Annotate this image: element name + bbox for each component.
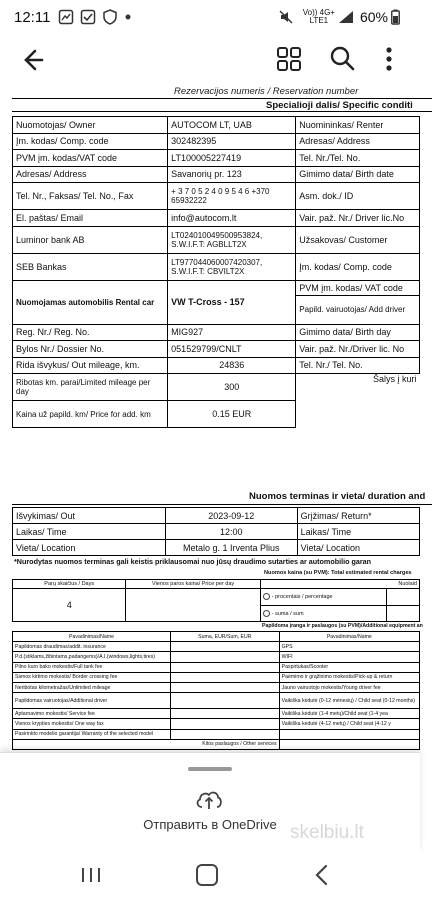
equip-item: Papildomas draudimas/addit. insurance [13, 642, 171, 652]
mute-icon [278, 9, 294, 25]
address-label-right: Adresas/ Address [296, 133, 420, 150]
price-section-title: Nuomos kaina (su PVM): Total estimated rental charges [264, 570, 412, 576]
percentage-option[interactable]: - procentais / percentage [260, 589, 386, 606]
comp-code-label: Įm. kodas/ Comp. code [13, 133, 168, 150]
check-box-notification-icon [80, 9, 96, 25]
out-label: Išvykimas/ Out [13, 508, 166, 524]
dot-notification-icon [124, 13, 132, 21]
reg-value: MIG927 [168, 324, 296, 341]
driver-lic-label: Vair. paž. Nr./ Driver lic.No [296, 210, 420, 227]
equip-item: Pasirinkto modelio garantija/ Warranty of the selected model [13, 729, 171, 739]
location-value: Metalo g. 1 Irventa Plius [165, 540, 297, 556]
table-row [13, 672, 420, 682]
more-vert-icon[interactable] [384, 44, 394, 74]
dossier-value: 051529799/CNLT [168, 341, 296, 358]
seb-value: LT977044060007420307, S.W.I.F.T: CBVILT2X [168, 253, 296, 280]
limited-mileage-value: 300 [168, 374, 296, 401]
luminor-value: LT024010049500953824, S.W.I.F.T: AGBLLT2X [168, 226, 296, 253]
country-label: Šalys į kuri [372, 374, 417, 384]
add-driver-label: Papild. vairuotojas/ Add driver [296, 295, 420, 324]
status-right [278, 9, 406, 25]
equip-item-right: Jauno vairuotojo mokestis/Young driver fee [279, 682, 419, 692]
sum-option[interactable]: - suma / sum [260, 605, 386, 622]
comp-code-value: 302482395 [168, 133, 296, 150]
discount-label: Nuolaid [386, 580, 419, 589]
seb-label: SEB Bankas [13, 253, 168, 280]
sheet-handle[interactable] [188, 767, 232, 771]
radio-icon [263, 593, 270, 600]
email-label: El. paštas/ Email [13, 210, 168, 227]
table-row [13, 719, 420, 729]
navigation-bar [0, 852, 420, 900]
table-row [13, 210, 420, 227]
vat-code-label-right: PVM įm. kodas/ VAT code [296, 280, 420, 295]
email-value: info@autocom.lt [168, 210, 296, 227]
vat-label: PVM įm. kodas/VAT code [13, 150, 168, 167]
gallery-notification-icon [58, 9, 74, 25]
out-mileage-label: Rida išvykus/ Out mileage, km. [13, 357, 168, 374]
table-row [13, 693, 420, 709]
search-icon[interactable] [328, 44, 356, 72]
table-row [13, 166, 420, 183]
address-value: Savanorių pr. 123 [168, 166, 296, 183]
table-row [13, 662, 420, 672]
price-add-km-label: Kaina už papild. km/ Price for add. km [13, 401, 168, 428]
table-row [13, 729, 420, 739]
vat-value: LT100005227419 [168, 150, 296, 167]
owner-label: Nuomotojas/ Owner [13, 117, 168, 134]
out-mileage-value: 24836 [168, 357, 296, 374]
birth-date-label: Gimimo data/ Birth date [296, 166, 420, 183]
table-row [13, 632, 420, 642]
recent-apps-icon[interactable] [80, 866, 102, 884]
radio-icon [263, 610, 270, 617]
price-per-day-label: Vienos paros kaina/ Price per day [126, 580, 260, 589]
col-name-header-2: Pavadinimas/Name [279, 632, 419, 642]
time-value: 12:00 [165, 524, 297, 540]
equip-item: Aptarnavimo mokestis/ Service fee [13, 709, 171, 719]
contract-table [12, 116, 420, 428]
rental-car-label: Nuomojamas automobilis Rental car [13, 280, 168, 324]
equip-sum [171, 662, 280, 672]
table-row [13, 280, 420, 295]
app-bar [0, 34, 420, 86]
table-row [13, 540, 420, 556]
equip-item-right: Vaikiška kėdutė (0-12 mėnesių) / Child seat (0-12 months) [279, 693, 419, 709]
watermark-text: skelbiu.lt [290, 822, 364, 843]
tel-fax-label: Tel. Nr., Faksas/ Tel. No., Fax [13, 183, 168, 210]
time-label-right: Laikas/ Time [297, 524, 419, 540]
owner-value: AUTOCOM LT, UAB [168, 117, 296, 134]
equip-sum [171, 709, 280, 719]
limited-mileage-label: Ribotas km. parai/Limited mileage per day [13, 374, 168, 401]
status-bar [0, 0, 420, 34]
renter-label: Nuomininkas/ Renter [296, 117, 420, 134]
driver-lic-label-2: Vair. paž. Nr./Driver lic. No [296, 341, 420, 358]
shield-notification-icon [102, 9, 118, 25]
table-row [13, 709, 420, 719]
onedrive-upload-icon[interactable] [194, 787, 224, 811]
equip-item: P.d.(stiklams,žibintams,padangems)/A.I.(windows,lights,tires) [13, 652, 171, 662]
table-row [13, 341, 420, 358]
days-label: Parų skaičius / Days [13, 580, 126, 589]
col-name-header: Pavadinimas/Name [13, 632, 171, 642]
days-value: 4 [13, 589, 126, 622]
equip-item: Neribotas kilometražas/Unlimited mileage [13, 682, 171, 692]
reg-label: Reg. Nr./ Reg. No. [13, 324, 168, 341]
return-label: Grįžimas/ Return* [297, 508, 419, 524]
tel-label-right-2: Tel. Nr./ Tel. No. [296, 357, 420, 374]
price-add-km-value: 0.15 EUR [168, 401, 296, 428]
table-row [13, 253, 420, 280]
back-arrow-icon[interactable] [18, 46, 46, 74]
equip-sum [171, 672, 280, 682]
table-row [13, 580, 420, 589]
equip-sum [171, 642, 280, 652]
equip-item: Papildomas vairuotojas/Additional driver [13, 693, 171, 709]
equip-item-right: GPS [279, 642, 419, 652]
table-row [13, 357, 420, 374]
term-section-title: Nuomos terminas ir vieta/ duration and [12, 491, 432, 505]
special-section-title: Specialioji dalis/ Specific conditi [12, 98, 432, 112]
table-row [13, 652, 420, 662]
table-row [13, 226, 420, 253]
rental-car-value: VW T-Cross - 157 [168, 280, 296, 324]
equip-item-right: WIFI [279, 652, 419, 662]
equip-item-right: Vaikiška kėdutė (1-4 metų)/Child seat (1-4 yea [279, 709, 419, 719]
equip-item: Pilno kuro bako mokestis/Full tank fee [13, 662, 171, 672]
table-row [13, 133, 420, 150]
location-label-right: Vieta/ Location [297, 540, 419, 556]
empty-cell [386, 605, 419, 622]
home-icon[interactable] [196, 864, 218, 886]
equip-item-right [279, 739, 419, 749]
table-row [13, 508, 420, 524]
table-row [13, 739, 420, 749]
document-viewer[interactable]: Rezervacijos numeris / Reservation number Specialioji dalis/ Specific conditi Nuomotojas/ Owner AUTOCOM LT, UAB Nuomininkas/ Renter Įm. kodas/ Comp. code 302482395 Adresas/ Address PVM įm. kodas/VAT code LT100005227419 Tel. Nr./Tel. No. Adresas/ Address Savanorių pr. 123 Gimimo data/ Birth date Tel. Nr., Faksas/ Tel. No., Fax + 3 7 0 5 2 4 0 9 5 4 6 +370 65932222 Asm. dok./ ID El. paštas/ Email info@autocom.lt Vair. paž. Nr./ Driver lic.No Luminor bank AB LT024010049500953824, S.W.I.F.T: AGBLLT2X Užsakovas/ Customer SEB Bankas LT977044060007420307, S.W.I.F.T: CBVILT2X Įm. kodas/ Comp. code Nuomojamas automobilis Rental car VW T-Cross - 157 PVM įm. kodas/ VAT code Papild. vairuotojas/ Add driver Reg. Nr./ Reg. No. MIG927 Gimimo data/ Birth day Bylos Nr./ Dossier No. 051529799/CNLT Vair. paž. Nr./Driver lic. No Rida išvykus/ Out mileage, km. 24836 Tel. Nr./ Tel. No. Ribotas km. parai/Limited mileage per day 300 Šalys į kuri Kaina už papild. km/ Price for add. km 0.15 EUR Nuomos terminas ir vieta/ duration and Išvykimas/ Out 2023-09-12 Grįžimas/ Return* Laikas/ Time 12:00 Laikas/ Time Vieta/ Location Metalo g. 1 Irventa Plius Vieta/ Location *Nurodytas nuomos terminas gali keistis priklausomai nuo jūsų draudimo sutarties ar automobilio garan Nuomos kaina (su PVM): Total estimated rental charges Parų skaičius / Days Vienos paros kaina/ Price per day Nuolaid 4 - procentais / percentage - suma / sum Papildoma įranga ir paslaugos (su PVM)/Additional equipment an Pavadinimas/Name Suma, EUR/Sum, EUR Pavadinimas/Name Papildomas draudimas/addit. insurance GPS P.d.(stiklams,žibintams,padangems)/A.I.(windows,lights,tires) WIFI Pilno kuro bako mokestis/Full tank fee Paspirtukas/Scooter Sienos kirtimo mokestis/ Border crossing fee Paėmimo ir grąžinimo mokestis/Pick-up & return Neribotas kilometražas/Unlimited mileage Jauno vairuotojo mokestis/Young driver fee Papildomas vairuotojas/Additional driver Vaikiška kėdutė (0-12 mėnesių) / Child seat (0-12 months) Aptarnavimo mokestis/ Service fee Vaikiška kėdutė (1-4 metų)/Child seat (1-4 yea Vienos krypties mokestis/ One way fax Vaikiška kėdutė (4-12 metų) / Child seat (4-12 y Pasirinkto modelio garantija/ Warranty of the selected model Kitos paslaugos / Other services [0, 86, 420, 772]
location-label: Vieta/ Location [13, 540, 166, 556]
empty-cell [260, 580, 386, 589]
out-date: 2023-09-12 [165, 508, 297, 524]
battery-icon [391, 9, 400, 25]
term-note: *Nurodytas nuomos terminas gali keistis priklausomai nuo jūsų draudimo sutarties ar automobilio garan [14, 557, 372, 566]
equip-sum [171, 729, 280, 739]
tel-fax-value: + 3 7 0 5 2 4 0 9 5 4 6 +370 65932222 [168, 183, 296, 210]
doc-id-label: Asm. dok./ ID [296, 183, 420, 210]
price-table [12, 579, 420, 622]
equip-item-right: Vaikiška kėdutė (4-12 metų) / Child seat (4-12 y [279, 719, 419, 729]
price-per-day-value [126, 589, 260, 622]
signal-icon [338, 10, 354, 24]
col-sum-header: Suma, EUR/Sum, EUR [171, 632, 280, 642]
table-row [13, 524, 420, 540]
reservation-number-label: Rezervacijos numeris / Reservation number [174, 86, 359, 97]
dossier-label: Bylos Nr./ Dossier No. [13, 341, 168, 358]
term-table [12, 507, 420, 556]
battery-level: 60% [359, 9, 388, 25]
equip-sum [171, 719, 280, 729]
equip-item: Sienos kirtimo mokestis/ Border crossing fee [13, 672, 171, 682]
equip-item-right: Paėmimo ir grąžinimo mokestis/Pick-up & return [279, 672, 419, 682]
table-row [13, 150, 420, 167]
other-services-label: Kitos paslaugos / Other services [13, 739, 280, 749]
equip-sum [171, 682, 280, 692]
equip-sum [171, 652, 280, 662]
luminor-label: Luminor bank AB [13, 226, 168, 253]
equip-sum [171, 693, 280, 709]
table-row [13, 589, 420, 606]
equip-item-right [279, 729, 419, 739]
table-row [13, 401, 420, 428]
table-row [13, 183, 420, 210]
comp-code-label-right: Įm. kodas/ Comp. code [296, 253, 420, 280]
back-icon[interactable] [314, 864, 330, 886]
empty-cell [386, 589, 419, 606]
table-row [13, 682, 420, 692]
send-to-onedrive-button[interactable]: Отправить в OneDrive [143, 817, 277, 832]
equip-item-right: Paspirtukas/Scooter [279, 662, 419, 672]
tel-label-right: Tel. Nr./Tel. No. [296, 150, 420, 167]
address-label: Adresas/ Address [13, 166, 168, 183]
table-row [13, 642, 420, 652]
network-type-label: Vo)) 4G+ LTE1 [302, 8, 335, 25]
status-time: 12:11 [14, 8, 51, 26]
table-row [13, 324, 420, 341]
birthday-label: Gimimo data/ Birth day [296, 324, 420, 341]
empty-cell [296, 401, 420, 428]
customer-label: Užsakovas/ Customer [296, 226, 420, 253]
grid-icon[interactable] [276, 46, 302, 72]
equip-item: Vienos krypties mokestis/ One way fax [13, 719, 171, 729]
equipment-table [12, 631, 420, 750]
time-label: Laikas/ Time [13, 524, 166, 540]
table-row [13, 374, 420, 401]
table-row [13, 117, 420, 134]
